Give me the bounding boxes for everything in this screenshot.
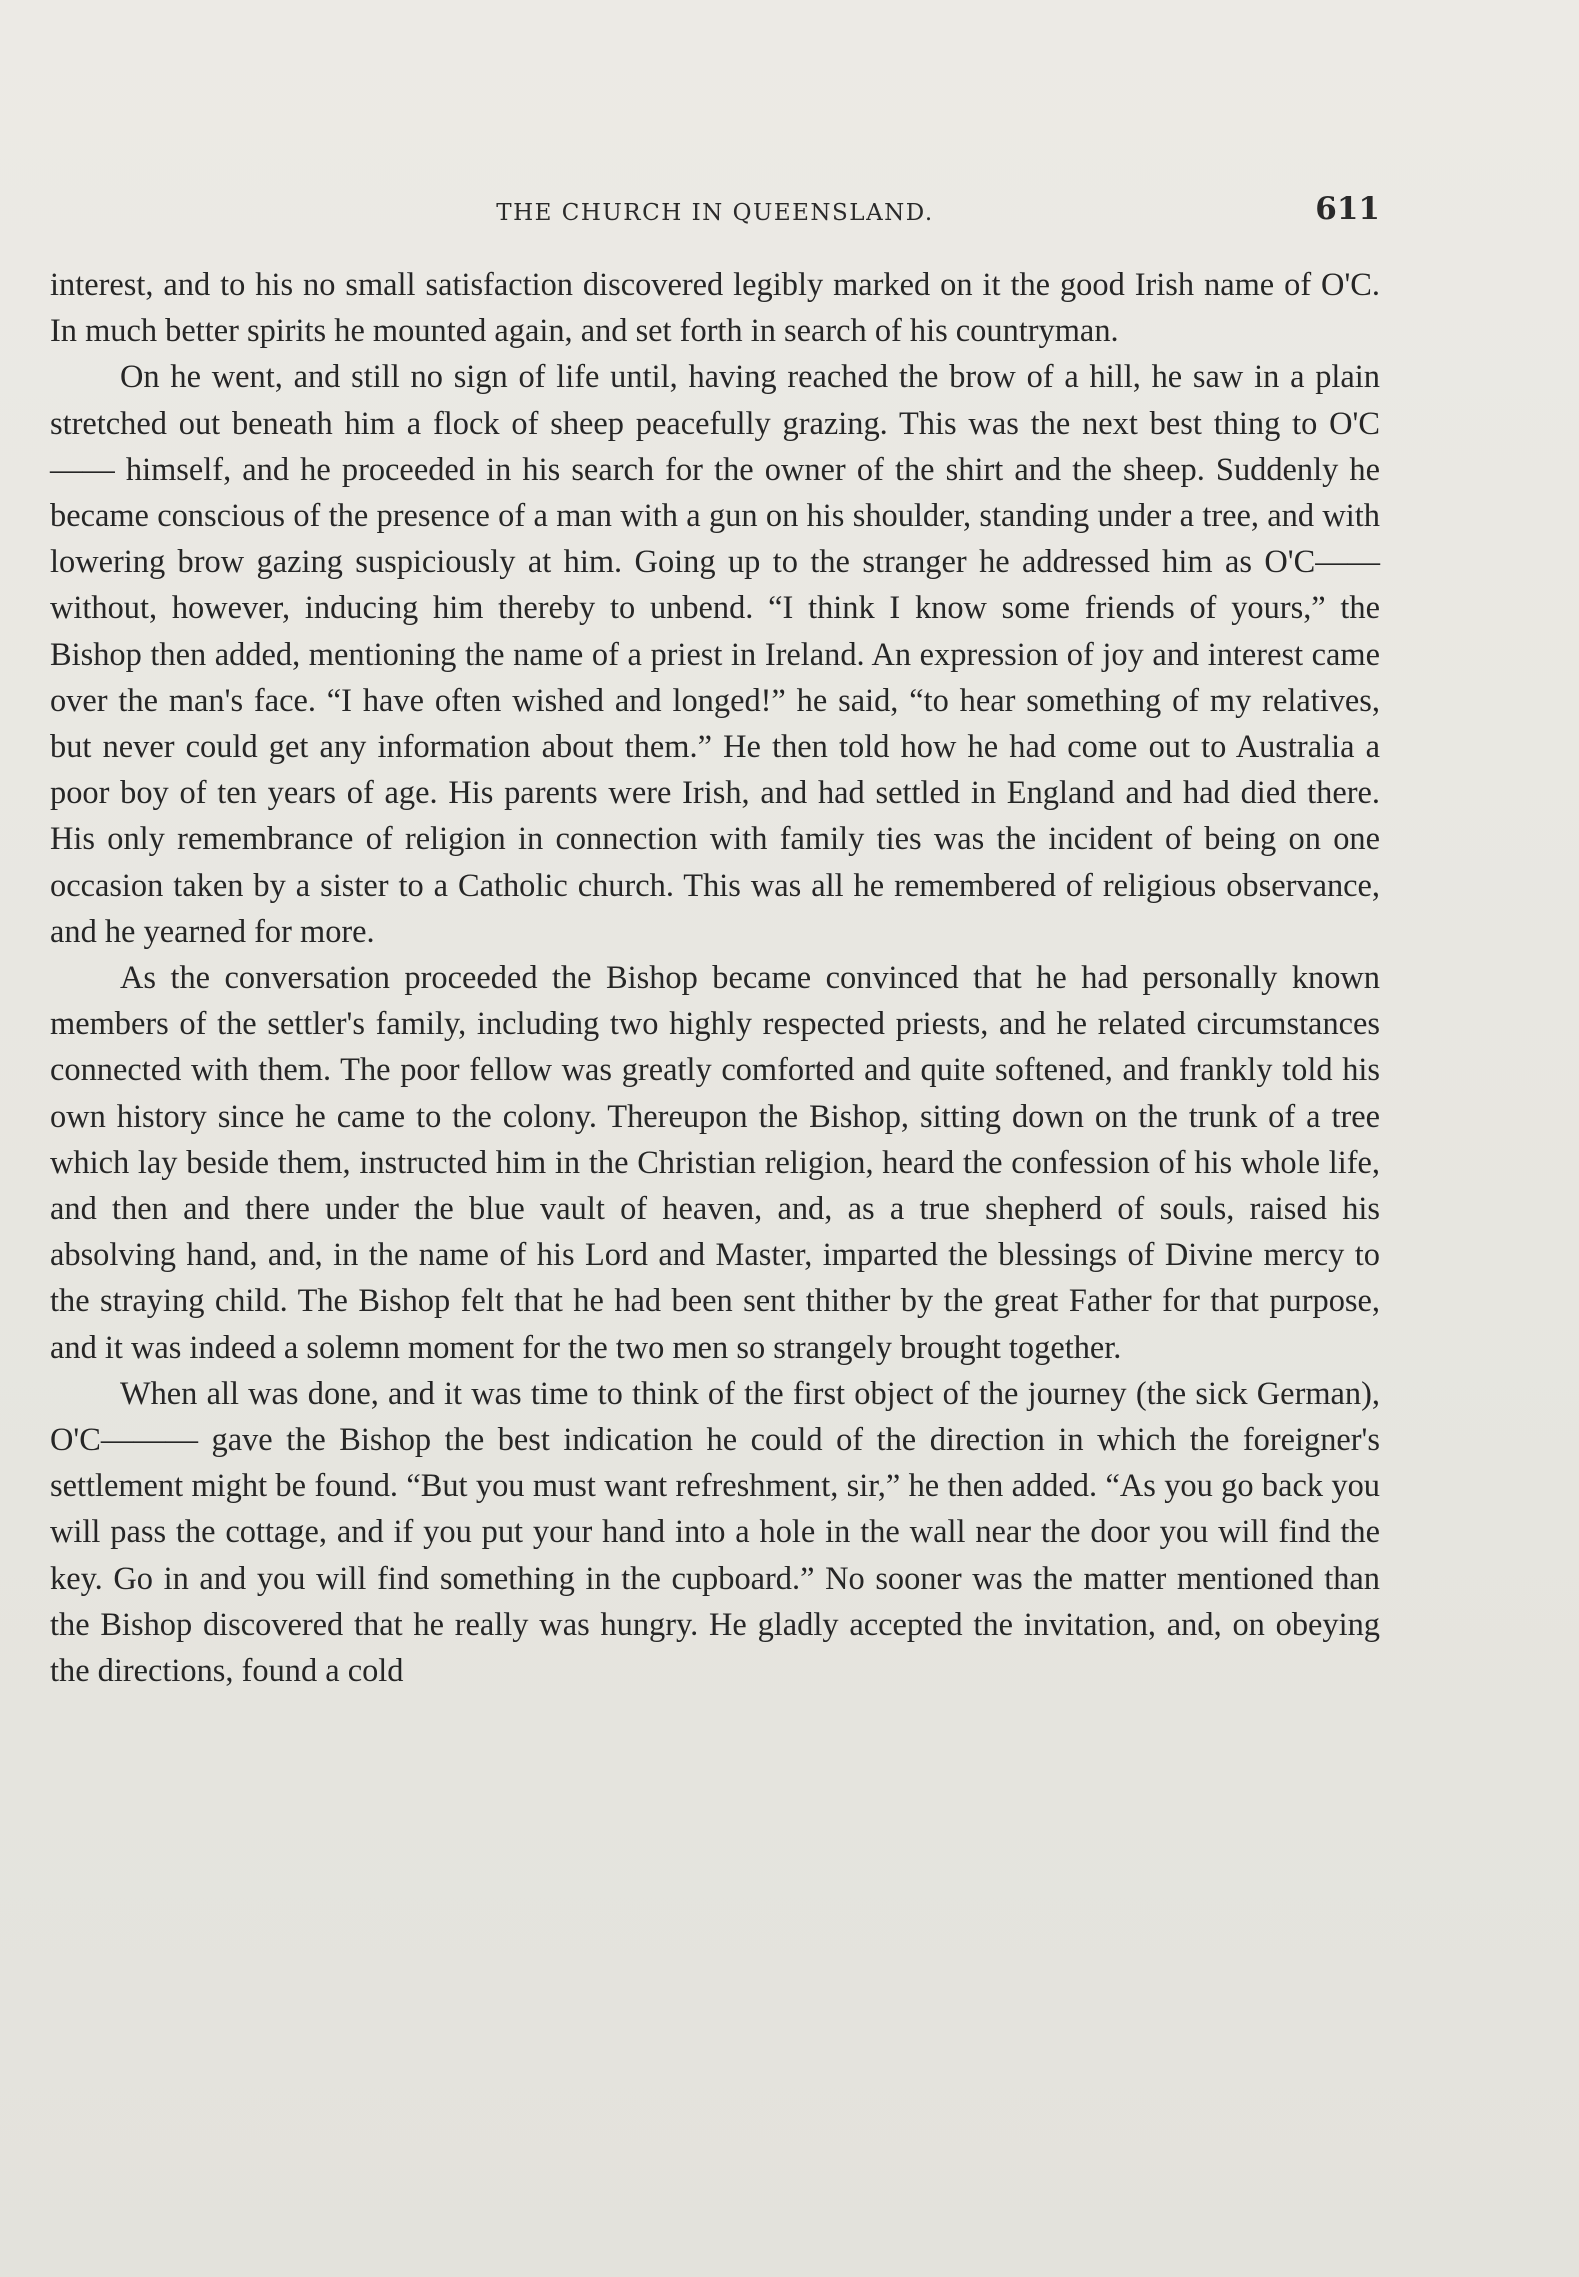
page-number: 611 [1315,191,1380,227]
paragraph-continuation: interest, and to his no small satisfaction discovered legibly marked on it the good Irish name of O'C. In much better spirits he mounted again, and set forth in search of his countryman. [50,267,1380,350]
running-title: THE CHURCH IN QUEENSLAND. [496,200,934,226]
body-text [50,262,1380,1694]
page-header [50,187,1380,237]
paragraph: On he went, and still no sign of life until, having reached the brow of a hill, he saw in a plain stretched out beneath him a flock of sheep peacefully grazing. This was the next best thing to O'C—— himself, and he proceeded in his search for the owner of the shirt and the sheep. Suddenly he became conscious of the presence of a man with a gun on his shoulder, standing under a tree, and with lowering brow gazing suspiciously at him. Going up to the stranger he addressed him as O'C—— without, however, inducing him thereby to unbend. “I think I know some friends of yours,” the Bishop then added, mentioning the name of a priest in Ireland. An expression of joy and interest came over the man's face. “I have often wished and longed!” he said, “to hear something of my relatives, but never could get any information about them.” He then told how he had come out to Australia a poor boy of ten years of age. His parents were Irish, and had settled in England and had died there. His only remembrance of religion in connection with family ties was the incident of being on one occasion taken by a sister to a Catholic church. This was all he remembered of religious observance, and he yearned for more. [50,359,1380,950]
paragraph: When all was done, and it was time to think of the first object of the journey (the sick German), O'C——— gave the Bishop the best indication he could of the direction in which the foreigner's settlement might be found. “But you must want refreshment, sir,” he then added. “As you go back you will pass the cottage, and if you put your hand into a hole in the wall near the door you will find the key. Go in and you will find something in the cupboard.” No sooner was the matter mentioned than the Bishop discovered that he really was hungry. He gladly accepted the invitation, and, on obeying the directions, found a cold [50,1375,1380,1690]
paragraph: As the conversation proceeded the Bishop became convinced that he had personally known members of the settler's family, including two highly respected priests, and he related circumstances connected with them. The poor fellow was greatly comforted and quite softened, and frankly told his own history since he came to the colony. Thereupon the Bishop, sitting down on the trunk of a tree which lay beside them, instructed him in the Christian religion, heard the confession of his whole life, and then and there under the blue vault of heaven, and, as a true shepherd of souls, raised his absolving hand, and, in the name of his Lord and Master, imparted the blessings of Divine mercy to the straying child. The Bishop felt that he had been sent thither by the great Father for that purpose, and it was indeed a solemn moment for the two men so strangely brought together. [50,960,1380,1366]
